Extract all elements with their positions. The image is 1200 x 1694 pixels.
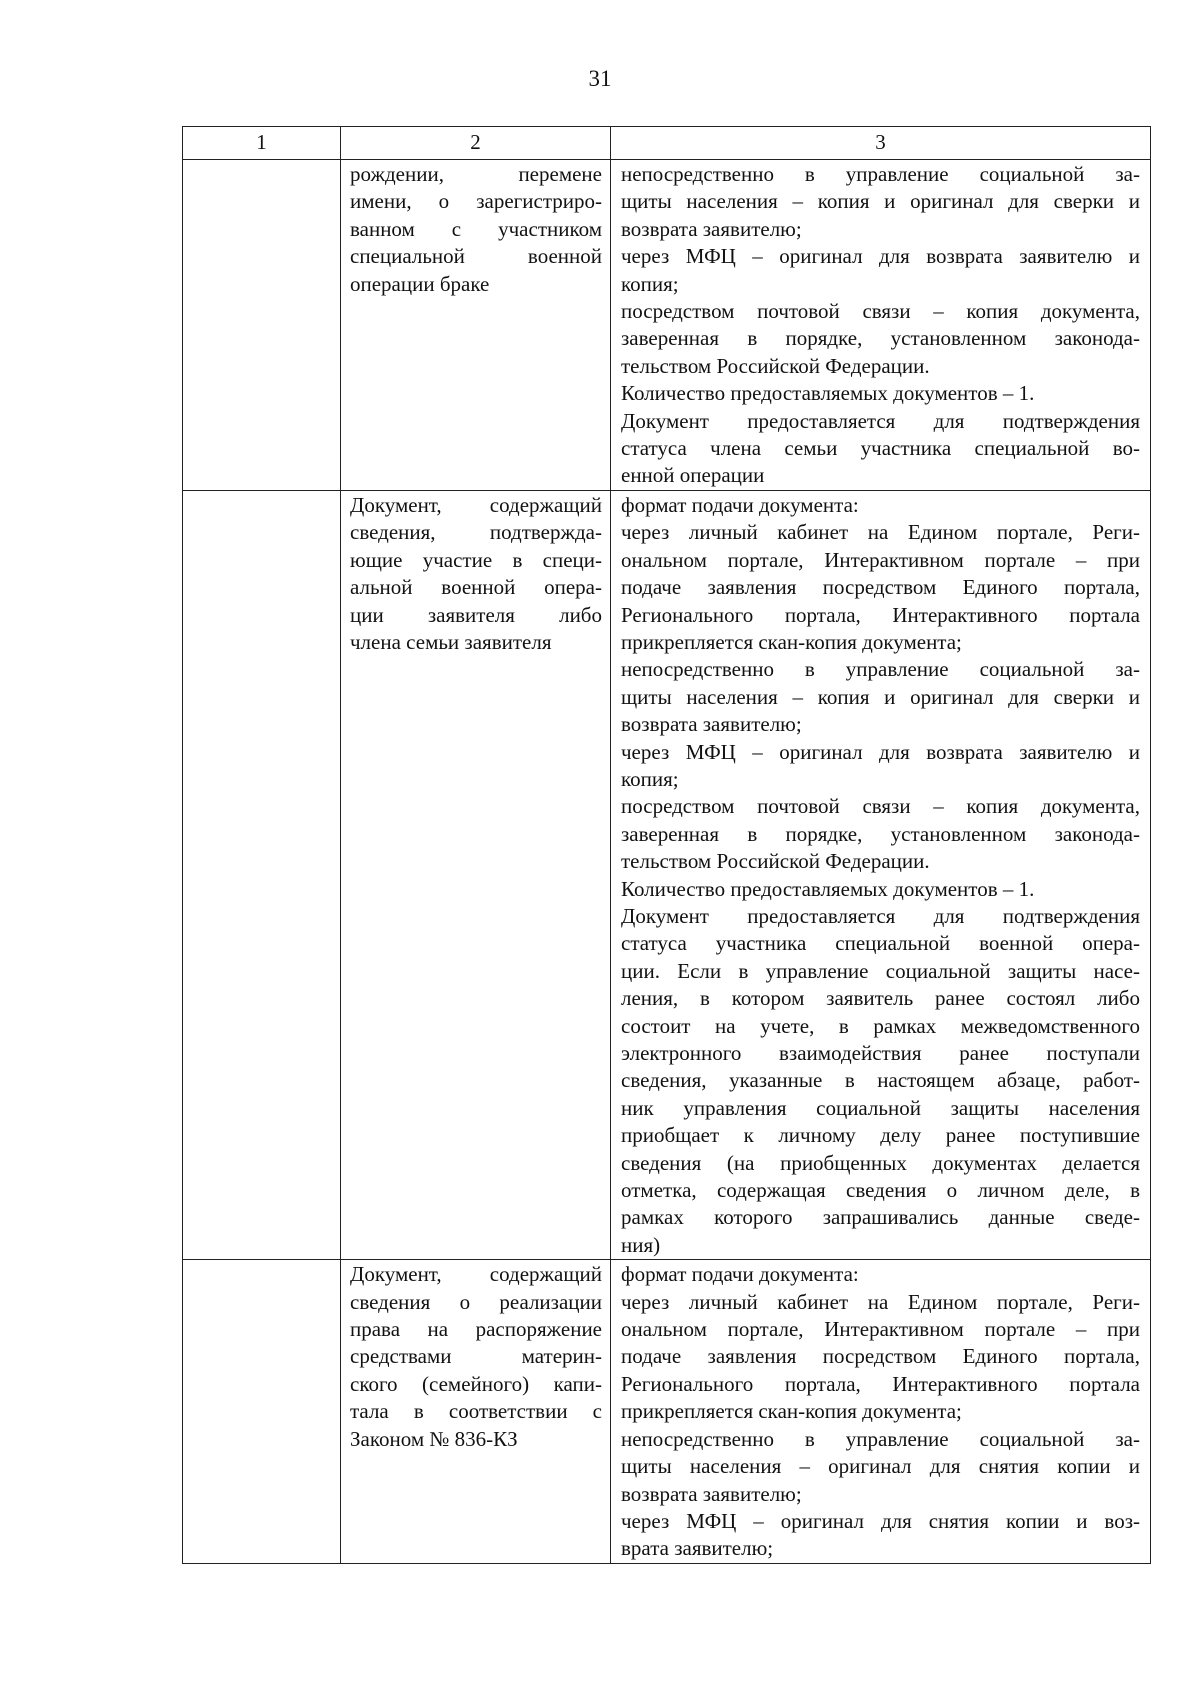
submission-method-line: через личный кабинет на Едином портале, Реги- (621, 1289, 1140, 1314)
submission-method-line: Документ предоставляется для подтверждения (621, 408, 1140, 433)
cell-submission-method (611, 490, 1151, 1259)
submission-method-line: ции. Если в управление социальной защиты насе- (621, 958, 1140, 983)
document-name-line: средствами материн- (350, 1344, 602, 1369)
table-row (183, 160, 1151, 491)
submission-method-line: Документ предоставляется для подтверждения (621, 903, 1140, 928)
table-row (183, 490, 1151, 1259)
submission-method-line: состоит на учете, в рамках межведомственного (621, 1013, 1140, 1038)
submission-method-line: щиты населения – оригинал для снятия копии и (621, 1454, 1140, 1479)
submission-method-line: непосредственно в управление социальной за- (621, 162, 1140, 186)
document-name-line: тала в соответствии с (350, 1399, 602, 1424)
cell-submission-method (611, 160, 1151, 491)
submission-method-line: врата заявителю; (621, 1536, 774, 1561)
document-name-line: операции браке (350, 271, 490, 296)
column-header-2: 2 (341, 127, 611, 160)
submission-method-line: ления, в котором заявитель ранее состоял либо (621, 986, 1140, 1011)
submission-method-line: статуса члена семьи участника специальной во- (621, 436, 1140, 461)
cell-document-name (341, 160, 611, 491)
submission-method-line: приобщает к личному делу ранее поступившие (621, 1123, 1140, 1148)
submission-method-line: ональном портале, Интерактивном портале – при (621, 1317, 1140, 1342)
cell-number (183, 490, 341, 1259)
submission-method-line: Количество предоставляемых документов – 1. (621, 381, 1035, 406)
submission-method-line: возврата заявителю; (621, 712, 802, 737)
submission-method-line: непосредственно в управление социальной за- (621, 657, 1140, 682)
submission-method-line: сведения, указанные в настоящем абзаце, работ- (621, 1068, 1140, 1093)
submission-method-line: Регионального портала, Интерактивного портала (621, 602, 1140, 627)
submission-method-line: отметка, содержащая сведения о личном деле, в (621, 1178, 1140, 1203)
submission-method-line: через МФЦ – оригинал для возврата заявителю и (621, 739, 1140, 764)
submission-method-line: подаче заявления посредством Единого портала, (621, 575, 1140, 600)
page-number: 31 (588, 66, 612, 91)
table-header-row (183, 127, 1151, 160)
submission-method-line: непосредственно в управление социальной за- (621, 1426, 1140, 1451)
submission-method-line: прикрепляется скан-копия документа; (621, 629, 962, 654)
table-body (183, 160, 1151, 1564)
table-row (183, 1260, 1151, 1563)
column-header-1: 1 (183, 127, 341, 160)
submission-method-line: формат подачи документа: (621, 492, 859, 517)
submission-method-line: возврата заявителю; (621, 216, 802, 241)
submission-method-line: копия; (621, 271, 679, 296)
submission-method-line: сведения (на приобщенных документах делается (621, 1150, 1140, 1175)
submission-method-line: посредством почтовой связи – копия документа, (621, 794, 1140, 819)
submission-method-line: Регионального портала, Интерактивного портала (621, 1371, 1140, 1396)
submission-method-line: щиты населения – копия и оригинал для сверки и (621, 189, 1140, 214)
document-name-line: Документ, содержащий (350, 1262, 602, 1287)
submission-method-line: тельством Российской Федерации. (621, 849, 930, 874)
document-name-line: ванном с участником (350, 216, 602, 241)
document-name-line: права на распоряжение (350, 1317, 602, 1342)
document-name-line: ющие участие в специ- (350, 547, 602, 572)
cell-number (183, 160, 341, 491)
submission-method-line: ния) (621, 1232, 661, 1257)
submission-method-line: ник управления социальной защиты населения (621, 1095, 1140, 1120)
submission-method-line: посредством почтовой связи – копия документа, (621, 299, 1140, 324)
submission-method-line: через МФЦ – оригинал для возврата заявителю и (621, 244, 1140, 269)
submission-method-line: формат подачи документа: (621, 1262, 859, 1287)
column-header-3: 3 (611, 127, 1151, 160)
submission-method-line: прикрепляется скан-копия документа; (621, 1399, 962, 1424)
document-name-line: Законом № 836-КЗ (350, 1426, 518, 1451)
document-name-line: альной военной опера- (350, 575, 602, 600)
document-name-line: специальной военной (350, 244, 602, 269)
document-name-line: Документ, содержащий (350, 492, 602, 517)
submission-method-line: рамках которого запрашивались данные сведе- (621, 1205, 1140, 1230)
submission-method-line: Количество предоставляемых документов – 1. (621, 876, 1035, 901)
cell-number (183, 1260, 341, 1563)
cell-submission-method (611, 1260, 1151, 1563)
submission-method-line: ональном портале, Интерактивном портале – при (621, 547, 1140, 572)
document-name-line: ции заявителя либо (350, 602, 602, 627)
document-name-line: ского (семейного) капи- (350, 1371, 602, 1396)
submission-method-line: тельством Российской Федерации. (621, 353, 930, 378)
submission-method-line: енной операции (621, 463, 765, 488)
requirements-table (182, 126, 1151, 1564)
document-name-line: сведения, подтвержда- (350, 520, 602, 545)
cell-document-name (341, 490, 611, 1259)
submission-method-line: электронного взаимодействия ранее поступали (621, 1041, 1140, 1065)
submission-method-line: заверенная в порядке, установленном законода- (621, 326, 1140, 351)
submission-method-line: заверенная в порядке, установленном законода- (621, 821, 1140, 846)
document-name-line: члена семьи заявителя (350, 629, 552, 654)
submission-method-line: статуса участника специальной военной опера- (621, 931, 1140, 956)
submission-method-line: щиты населения – копия и оригинал для сверки и (621, 684, 1140, 709)
submission-method-line: возврата заявителю; (621, 1481, 802, 1506)
submission-method-line: подаче заявления посредством Единого портала, (621, 1344, 1140, 1369)
cell-document-name (341, 1260, 611, 1563)
document-name-line: рождении, перемене (350, 162, 602, 186)
submission-method-line: через личный кабинет на Едином портале, Реги- (621, 520, 1140, 545)
submission-method-line: через МФЦ – оригинал для снятия копии и воз- (621, 1508, 1140, 1533)
document-name-line: имени, о зарегистриро- (350, 189, 602, 214)
submission-method-line: копия; (621, 766, 679, 791)
document-name-line: сведения о реализации (350, 1289, 602, 1314)
